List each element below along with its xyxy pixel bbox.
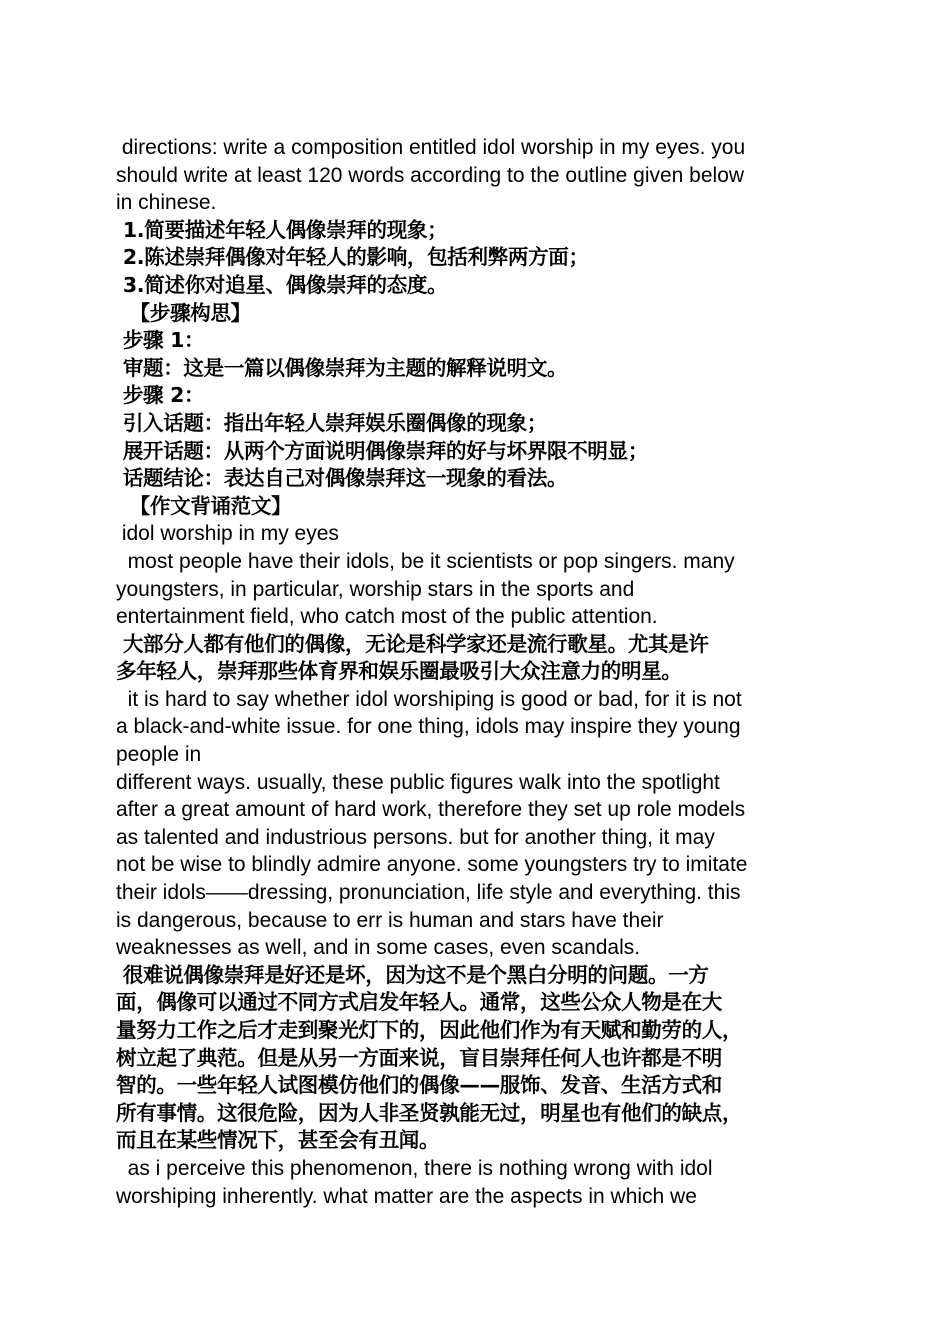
english-text-line: a black-and-white issue. for one thing, idols may inspire they young xyxy=(116,715,741,739)
english-text-line: as talented and industrious persons. but for another thing, it may xyxy=(116,825,715,849)
english-text-line: youngsters, in particular, worship stars in the sports and xyxy=(116,577,635,601)
chinese-text-line: 审题：这是一篇以偶像崇拜为主题的解释说明文。 xyxy=(116,355,568,380)
english-text-line: directions: write a composition entitled idol worship in my eyes. you xyxy=(116,136,746,159)
english-text-line: in chinese. xyxy=(116,191,217,215)
chinese-text-line: 引入话题：指出年轻人崇拜娱乐圈偶像的现象； xyxy=(116,410,548,435)
chinese-text-line: 1.简要描述年轻人偶像崇拜的现象； xyxy=(116,217,448,242)
chinese-text-line: 所有事情。这很危险，因为人非圣贤孰能无过，明星也有他们的缺点， xyxy=(116,1100,743,1125)
english-text-line: entertainment field, who catch most of the public attention. xyxy=(116,605,658,629)
chinese-text-line: 智的。一些年轻人试图模仿他们的偶像——服饰、发音、生活方式和 xyxy=(116,1073,722,1098)
chinese-text-line: 大部分人都有他们的偶像，无论是科学家还是流行歌星。尤其是许 xyxy=(116,631,709,656)
chinese-text-line: 量努力工作之后才走到聚光灯下的，因此他们作为有天赋和勤劳的人， xyxy=(116,1018,743,1042)
english-text-line: idol worship in my eyes xyxy=(116,522,339,546)
chinese-text-line: 步骤 1： xyxy=(116,328,205,353)
english-text-line: as i perceive this phenomenon, there is nothing wrong with idol xyxy=(116,1156,713,1180)
english-text-line: weaknesses as well, and in some cases, even scandals. xyxy=(116,936,641,960)
english-text-line: most people have their idols, be it scientists or pop singers. many xyxy=(116,549,735,573)
chinese-text-line: 3.简述你对追星、偶像崇拜的态度。 xyxy=(116,272,448,297)
chinese-text-line: 面，偶像可以通过不同方式启发年轻人。通常，这些公众人物是在大 xyxy=(116,990,722,1015)
chinese-text-line: 2.陈述崇拜偶像对年轻人的影响，包括利弊两方面； xyxy=(116,245,589,270)
chinese-text-line: 步骤 2： xyxy=(116,383,205,408)
english-text-line: after a great amount of hard work, therefore they set up role models xyxy=(116,798,746,822)
chinese-text-line: 话题结论：表达自己对偶像崇拜这一现象的看法。 xyxy=(116,466,568,491)
english-text-line: it is hard to say whether idol worshiping is good or bad, for it is not xyxy=(116,687,742,711)
chinese-text-line: 而且在某些情况下，甚至会有丑闻。 xyxy=(116,1128,440,1153)
english-text-line: is dangerous, because to err is human and stars have their xyxy=(116,908,664,932)
chinese-text-line: 【步骤构思】 xyxy=(116,300,251,325)
english-text-line: their idols——dressing, pronunciation, life style and everything. this xyxy=(116,881,741,905)
chinese-text-line: 树立起了典范。但是从另一方面来说，盲目崇拜任何人也许都是不明 xyxy=(116,1045,722,1070)
chinese-text-line: 展开话题：从两个方面说明偶像崇拜的好与坏界限不明显； xyxy=(116,438,649,463)
english-text-line: not be wise to blindly admire anyone. some youngsters try to imitate xyxy=(116,853,748,877)
chinese-text-line: 很难说偶像崇拜是好还是坏，因为这不是个黑白分明的问题。一方 xyxy=(116,962,709,987)
document-body xyxy=(116,134,844,1210)
english-text-line: different ways. usually, these public figures walk into the spotlight xyxy=(116,770,720,794)
chinese-text-line: 【作文背诵范文】 xyxy=(116,493,292,518)
english-text-line: worshiping inherently. what matter are the aspects in which we xyxy=(116,1184,697,1208)
english-text-line: should write at least 120 words according to the outline given below xyxy=(116,163,745,187)
english-text-line: people in xyxy=(116,743,202,767)
chinese-text-line: 多年轻人，崇拜那些体育界和娱乐圈最吸引大众注意力的明星。 xyxy=(116,659,682,684)
